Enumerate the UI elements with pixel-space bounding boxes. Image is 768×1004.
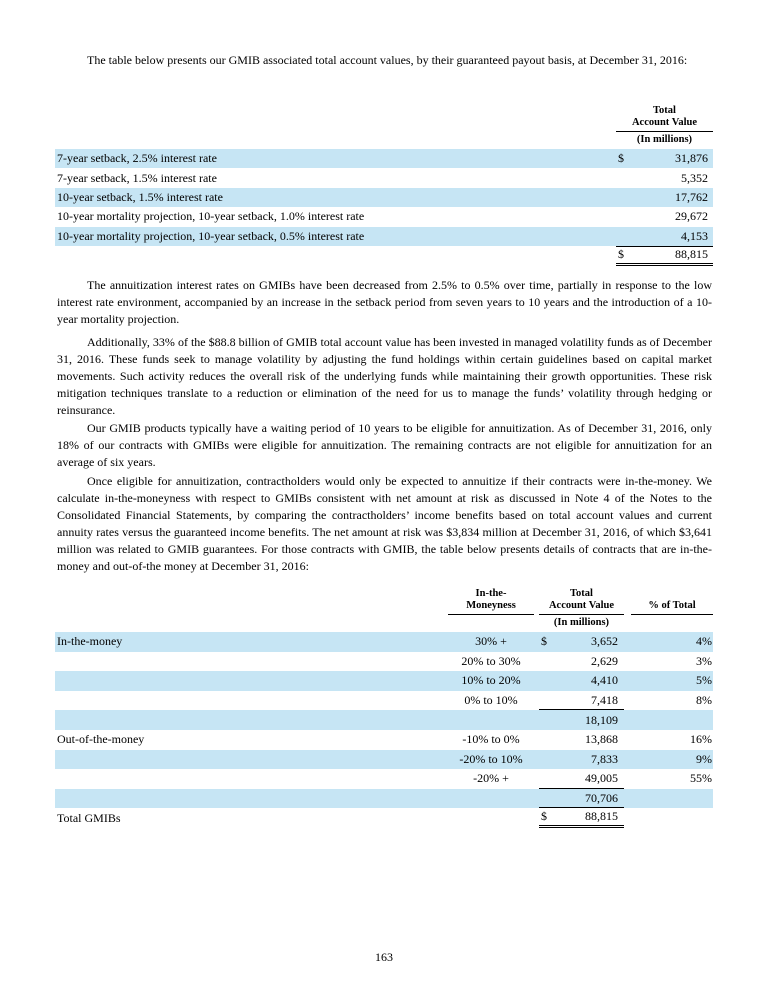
gmib-moneyness-table	[55, 588, 713, 828]
row-value: 7,418	[591, 692, 618, 707]
table-total-row	[55, 246, 713, 266]
table-total-row	[55, 808, 713, 828]
row-label: 7-year setback, 1.5% interest rate	[57, 170, 217, 185]
moneyness-range: 20% to 30%	[461, 653, 521, 668]
annuitization-rates-paragraph: The annuitization interest rates on GMIBs have been decreased from 2.5% to 0.5% over time, partially in response to the low interest rate environment, accompanied by an increase in the setback period from seven years to 10 years and the introduction of a 10-year mortality projection.	[57, 278, 712, 326]
table-row	[55, 168, 713, 187]
row-value-cell	[616, 168, 713, 187]
row-value-cell	[539, 769, 624, 789]
total-value: 88,815	[585, 809, 618, 824]
table2-units-label: (In millions)	[553, 617, 610, 628]
total-value-cell	[616, 246, 713, 266]
row-value: 13,868	[585, 732, 618, 747]
row-value: 4,153	[681, 228, 708, 243]
currency-symbol: $	[618, 151, 624, 166]
pct-of-total: 9%	[696, 751, 712, 766]
row-label: In-the-money	[57, 634, 123, 649]
pct-of-total-column-header: % of Total	[631, 588, 713, 615]
pct-of-total: 4%	[696, 634, 712, 649]
row-value-cell	[539, 691, 624, 711]
subtotal-value-cell	[539, 710, 624, 730]
row-value: 29,672	[675, 209, 708, 224]
row-label: 7-year setback, 2.5% interest rate	[57, 151, 217, 166]
currency-symbol: $	[541, 634, 547, 649]
table-row	[55, 632, 713, 652]
row-label: 10-year setback, 1.5% interest rate	[57, 189, 223, 204]
managed-volatility-paragraph: Additionally, 33% of the $88.8 billion of GMIB total account value has been invested in managed volatility funds as of December 31, 2016. These funds seek to manage volatility by adjusting the fund holdings within certain guidelines based on capital market movements. Such activity reduces the overall risk of the underlying funds while maintaining their growth opportunities. These risk mitigation techniques translate to a reduction or elimination of the need for us to manage the funds’ volatility through hedging or reinsurance.	[57, 335, 712, 417]
table-row	[55, 671, 713, 691]
row-label: 10-year mortality projection, 10-year setback, 1.0% interest rate	[57, 209, 365, 224]
gmib-payout-basis-table	[55, 105, 713, 266]
table1-units-row	[55, 132, 713, 149]
row-value-cell	[539, 652, 624, 672]
row-value-cell	[539, 632, 624, 652]
total-value: 88,815	[675, 247, 708, 262]
table-row	[55, 207, 713, 226]
moneyness-range: 10% to 20%	[461, 673, 521, 688]
moneyness-range: -20% +	[473, 771, 509, 786]
table-row	[55, 769, 713, 789]
row-value: 4,410	[591, 673, 618, 688]
moneyness-range: -20% to 10%	[459, 751, 523, 766]
intro-paragraph: The table below presents our GMIB associated total account values, by their guaranteed payout basis, at December 31, 2016:	[87, 53, 688, 67]
row-value-cell	[616, 227, 713, 246]
moneyness-range: 30% +	[475, 634, 507, 649]
account-value-column-header: Total Account Value	[539, 588, 624, 615]
waiting-period-paragraph: Our GMIB products typically have a waiting period of 10 years to be eligible for annuitization. As of December 31, 2016, only 18% of our contracts with GMIBs were eligible for annuitization. The remaining contracts are not eligible for annuitization for an average of six years.	[57, 421, 712, 469]
table1-value-column-header: Total Account Value	[616, 105, 713, 132]
pct-of-total: 8%	[696, 693, 712, 708]
in-the-moneyness-paragraph: Once eligible for annuitization, contractholders would only be expected to annuitize if their contracts were in-the-money. We calculate in-the-moneyness with respect to GMIBs consistent with net amount at risk as discussed in Note 4 of the Notes to the Consolidated Financial Statements, by comparing the contractholders’ income benefits based on total account values and current annuity rates versus the guaranteed income benefits. The net amount at risk was $3,834 million at December 31, 2016, of which $3,641 million was related to GMIB guarantees. For those contracts with GMIB, the table below presents details of contracts that are in-the-money and out-of-the money at December 31, 2016:	[57, 474, 712, 573]
subtotal-row	[55, 710, 713, 730]
table1-header	[55, 105, 713, 132]
table-row	[55, 227, 713, 246]
currency-symbol: $	[618, 247, 624, 262]
row-value-cell	[539, 671, 624, 691]
row-value: 5,352	[681, 170, 708, 185]
page-number: 163	[375, 950, 393, 964]
row-value: 49,005	[585, 770, 618, 785]
row-label: Out-of-the-money	[57, 732, 145, 747]
subtotal-row	[55, 789, 713, 809]
table2-units-row	[55, 615, 713, 632]
currency-symbol: $	[541, 809, 547, 824]
subtotal-value: 18,109	[585, 712, 618, 727]
table-row	[55, 149, 713, 168]
table1-units-label: (In millions)	[636, 134, 693, 145]
table-row	[55, 188, 713, 207]
row-value-cell	[616, 188, 713, 207]
subtotal-value: 70,706	[585, 790, 618, 805]
pct-of-total: 3%	[696, 653, 712, 668]
row-value: 7,833	[591, 751, 618, 766]
moneyness-range: -10% to 0%	[462, 732, 520, 747]
pct-of-total: 5%	[696, 673, 712, 688]
row-value: 2,629	[591, 653, 618, 668]
table-row	[55, 750, 713, 770]
row-value-cell	[616, 149, 713, 168]
pct-of-total: 16%	[690, 732, 712, 747]
row-value: 17,762	[675, 189, 708, 204]
subtotal-value-cell	[539, 789, 624, 809]
row-value-cell	[539, 750, 624, 770]
total-value-cell	[539, 808, 624, 828]
table-row	[55, 652, 713, 672]
table-row	[55, 691, 713, 711]
row-value: 31,876	[675, 151, 708, 166]
moneyness-range: 0% to 10%	[464, 693, 518, 708]
table2-header	[55, 588, 713, 615]
pct-of-total: 55%	[690, 771, 712, 786]
row-label: Total GMIBs	[57, 810, 121, 825]
row-label: 10-year mortality projection, 10-year setback, 0.5% interest rate	[57, 228, 365, 243]
row-value-cell	[539, 730, 624, 750]
row-value-cell	[616, 207, 713, 226]
table-row	[55, 730, 713, 750]
moneyness-column-header: In-the- Moneyness	[448, 588, 534, 615]
row-value: 3,652	[591, 634, 618, 649]
